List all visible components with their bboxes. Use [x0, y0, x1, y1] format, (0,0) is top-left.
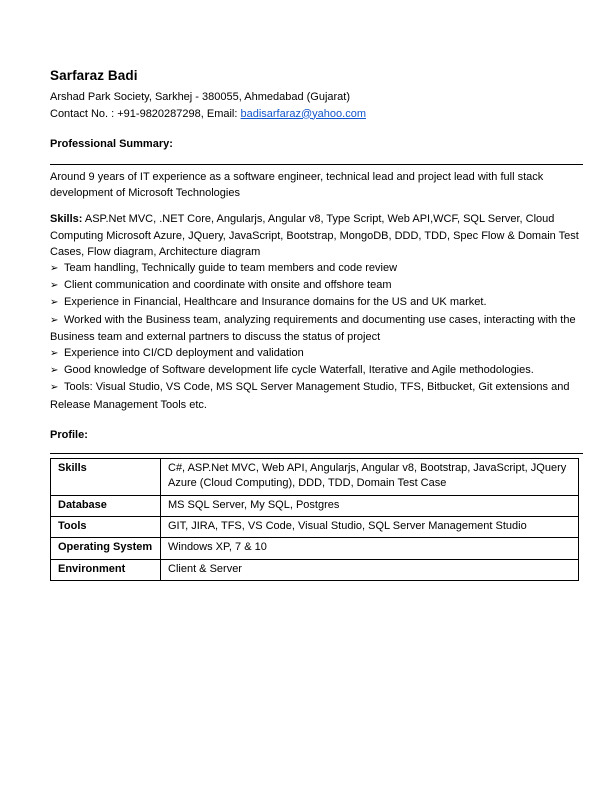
list-item — [50, 260, 584, 277]
list-item-text: Team handling, Technically guide to team members and code review — [64, 262, 398, 275]
list-item — [50, 312, 584, 345]
table-cell-label: Tools — [51, 517, 161, 538]
arrow-bullet-icon: ➢ — [50, 297, 59, 309]
table-row — [51, 559, 579, 580]
candidate-address: Arshad Park Society, Sarkhej - 380055, Ahmedabad (Gujarat) — [50, 91, 351, 103]
table-row — [51, 458, 579, 495]
header-block — [50, 66, 584, 122]
email-link[interactable]: badisarfaraz@yahoo.com — [240, 107, 366, 120]
list-item — [50, 379, 584, 412]
professional-summary-heading: Professional Summary: — [50, 138, 173, 150]
table-cell-label: Environment — [51, 559, 161, 580]
profile-table — [50, 458, 579, 581]
arrow-bullet-icon: ➢ — [50, 365, 59, 377]
skills-list-text: ASP.Net MVC, .NET Core, Angularjs, Angular v8, Type Script, Web API,WCF, SQL Server, Cloud Computing Microsoft Azure, JQuery, JavaScript, Bootstrap, MongoDB, DDD, TDD, Spec Flow & Domain Test Cases, Flow diagram, Architecture diagram — [50, 213, 579, 258]
arrow-bullet-icon: ➢ — [50, 280, 59, 292]
list-item-text: Worked with the Business team, analyzing requirements and documenting use cases, interacting with the Business team and external partners to discuss the status of project — [50, 313, 576, 343]
contact-text: Contact No. : +91-9820287298, Email: — [50, 107, 241, 120]
arrow-bullet-icon: ➢ — [50, 348, 59, 360]
list-item — [50, 294, 584, 311]
list-item-text: Tools: Visual Studio, VS Code, MS SQL Server Management Studio, TFS, Bitbucket, Git extensions and Release Management Tools etc. — [50, 381, 570, 411]
list-item — [50, 277, 584, 294]
list-item-text: Experience in Financial, Healthcare and Insurance domains for the US and UK market. — [64, 296, 487, 309]
table-cell-value: MS SQL Server, My SQL, Postgres — [161, 495, 579, 516]
list-item-text: Experience into CI/CD deployment and validation — [64, 347, 304, 360]
table-cell-value: GIT, JIRA, TFS, VS Code, Visual Studio, SQL Server Management Studio — [161, 517, 579, 538]
candidate-contact — [50, 106, 584, 123]
table-row — [51, 495, 579, 516]
table-cell-label: Skills — [51, 458, 161, 495]
skills-label: Skills: — [50, 213, 83, 226]
table-row — [51, 538, 579, 559]
list-item — [50, 345, 584, 362]
summary-intro-paragraph: Around 9 years of IT experience as a software engineer, technical lead and project lead with full stack development of Microsoft Technologies — [50, 171, 544, 200]
table-cell-value: Windows XP, 7 & 10 — [161, 538, 579, 559]
candidate-name: Sarfaraz Badi — [50, 68, 138, 83]
document-body — [50, 66, 584, 581]
arrow-bullet-icon: ➢ — [50, 382, 59, 394]
arrow-bullet-icon: ➢ — [50, 263, 59, 275]
list-item — [50, 362, 584, 379]
table-cell-label: Database — [51, 495, 161, 516]
profile-heading: Profile: — [50, 428, 88, 441]
skills-paragraph — [50, 211, 584, 260]
table-cell-value: C#, ASP.Net MVC, Web API, Angularjs, Angular v8, Bootstrap, JavaScript, JQuery Azure (Cloud Computing), DDD, TDD, Domain Test Case — [161, 458, 579, 495]
list-item-text: Good knowledge of Software development life cycle Waterfall, Iterative and Agile methodologies. — [64, 364, 534, 377]
table-cell-value: Client & Server — [161, 559, 579, 580]
list-item-text: Client communication and coordinate with onsite and offshore team — [64, 279, 392, 292]
arrow-bullet-icon: ➢ — [50, 314, 59, 326]
table-cell-label: Operating System — [51, 538, 161, 559]
table-row — [51, 517, 579, 538]
